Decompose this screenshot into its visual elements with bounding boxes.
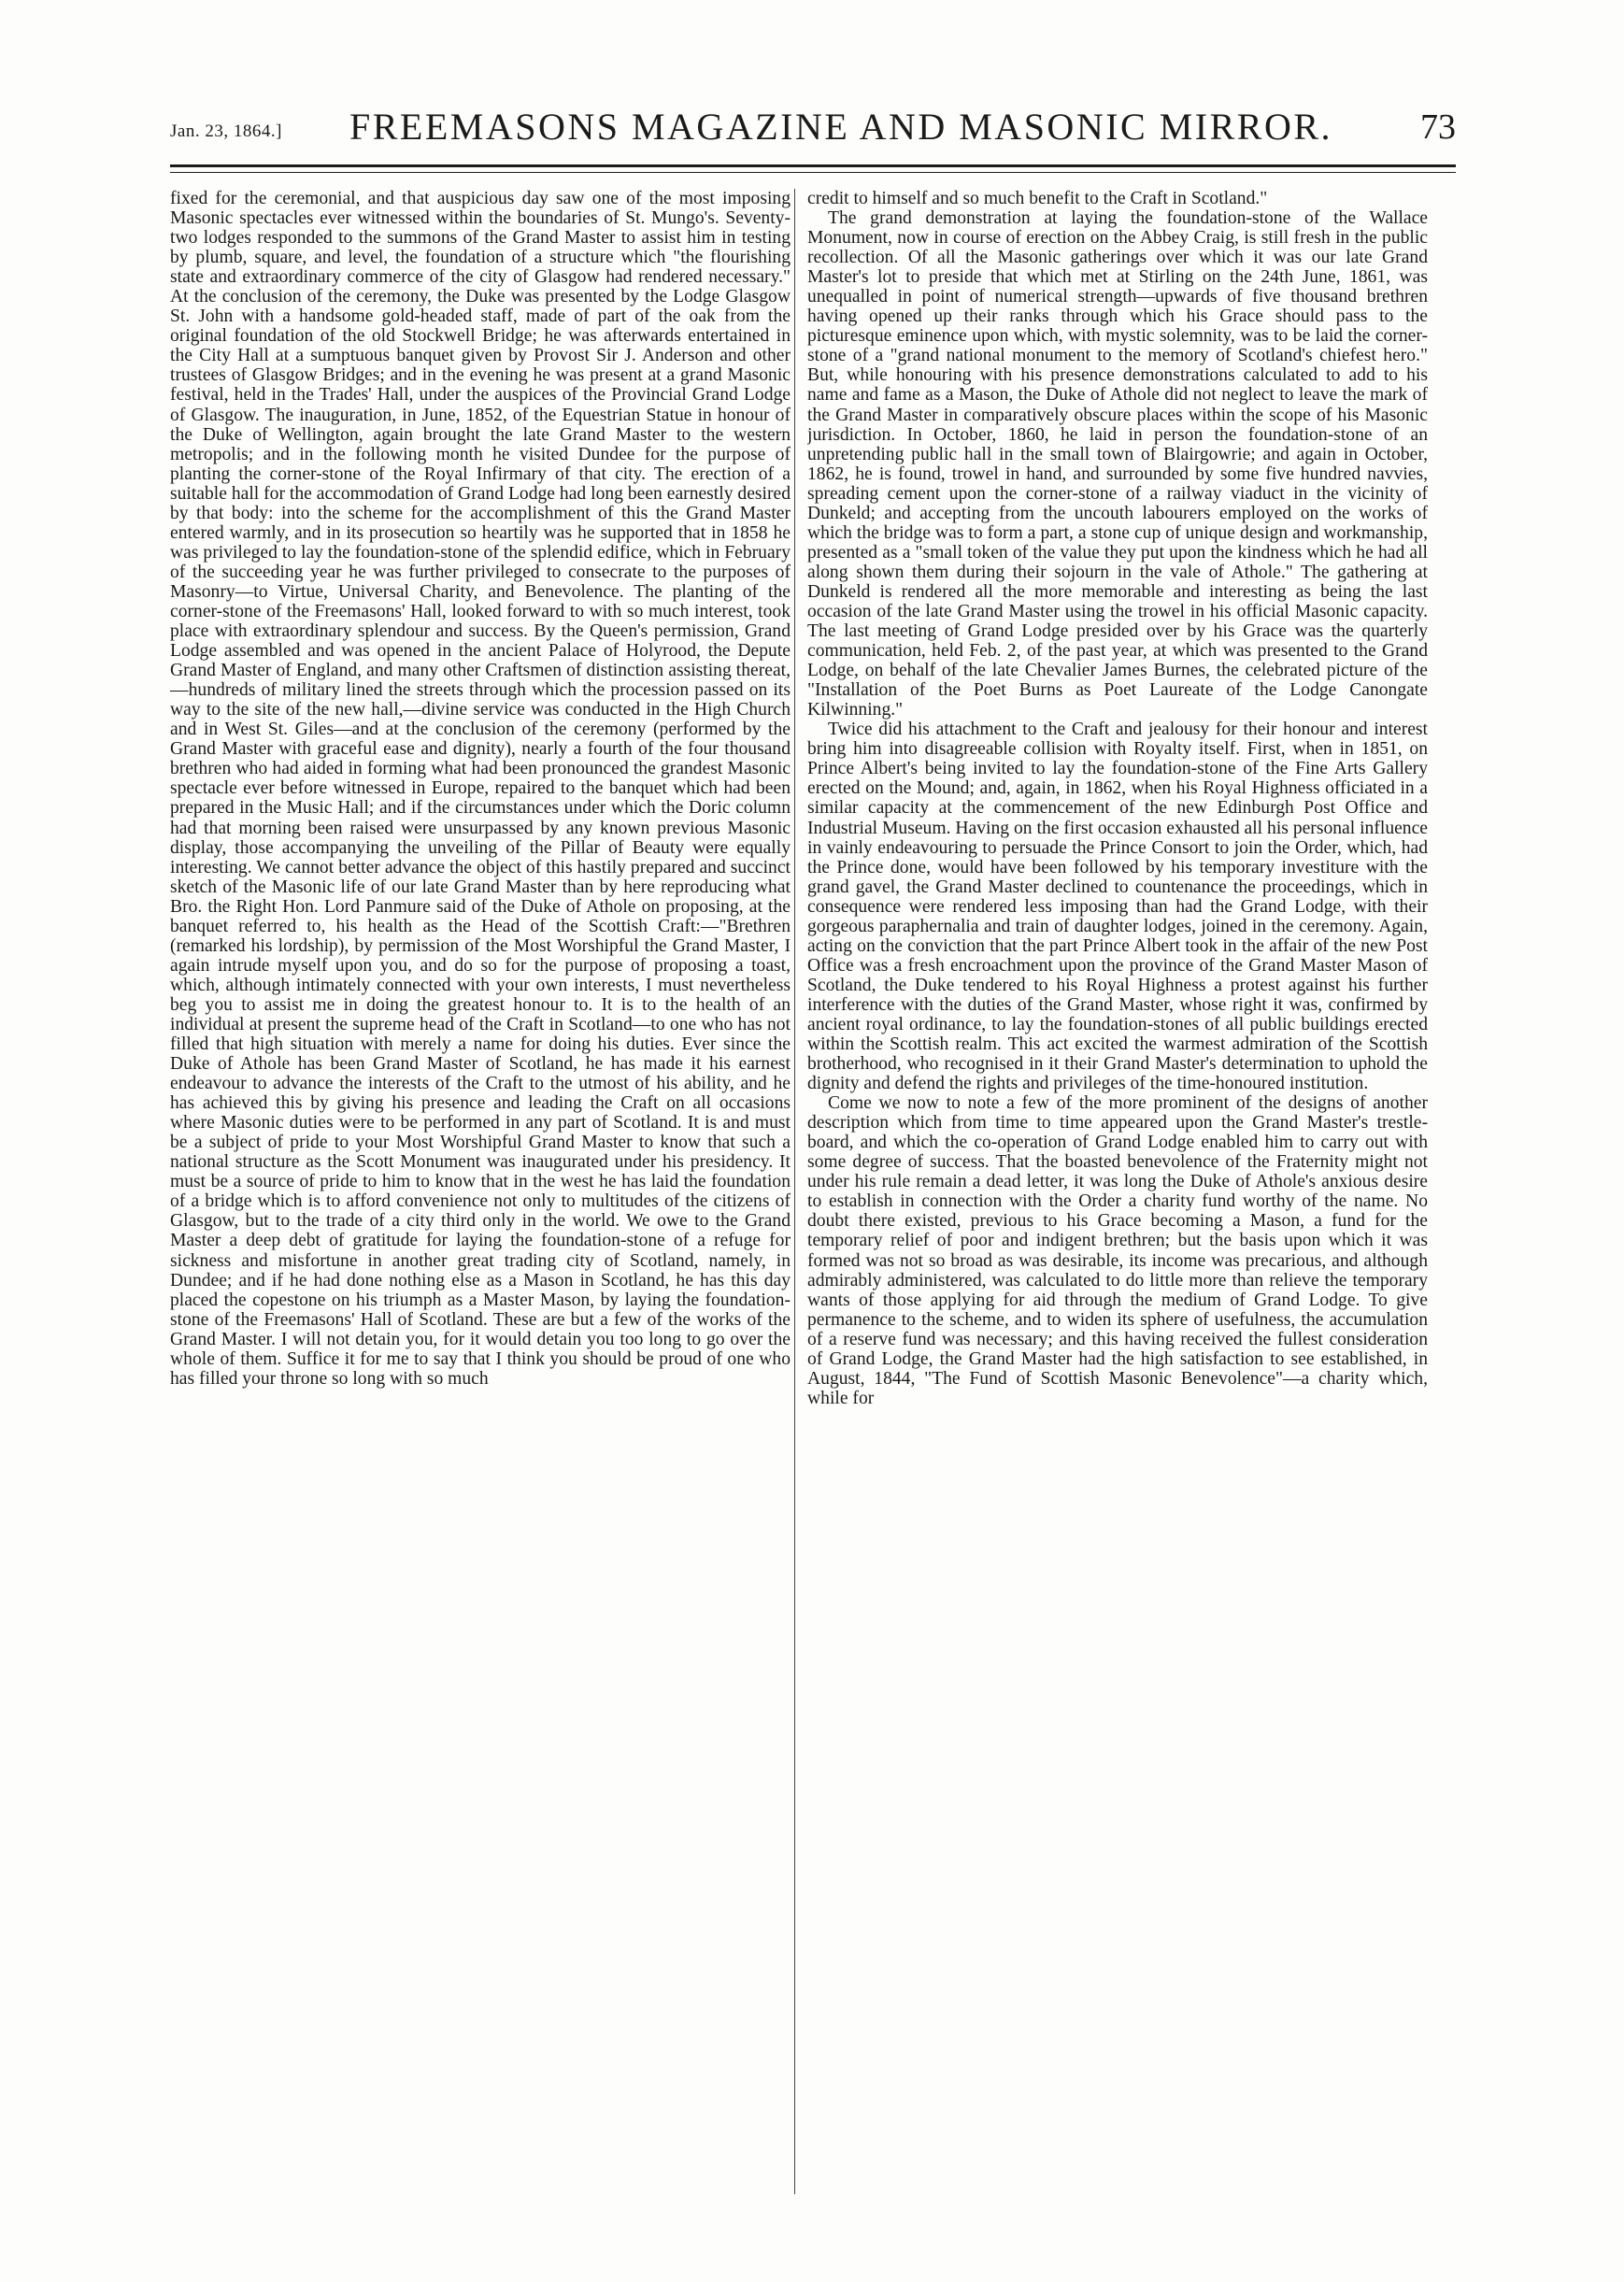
column-divider [794,189,795,2194]
left-paragraph-1: fixed for the ceremonial, and that auspicious day saw one of the most imposing Masonic spectacles ever witnessed within the boundaries of St. Mungo's. Seventy-two lodges responded to the summons of the Grand Master to assist him in testing by plumb, square, and level, the foundation of a structure which "the flourishing state and extraordinary commerce of the city of Glasgow had rendered necessary." At the conclusion of the ceremony, the Duke was presented by the Lodge Glasgow St. John with a handsome gold-headed staff, made of part of the oak from the original foundation of the old Stockwell Bridge; he was afterwards entertained in the City Hall at a sumptuous banquet given by Provost Sir J. Anderson and other trustees of Glasgow Bridges; and in the evening he was present at a grand Masonic festival, held in the Trades' Hall, under the auspices of the Provincial Grand Lodge of Glasgow. The inauguration, in June, 1852, of the Equestrian Statue in honour of the Duke of Wellington, again brought the late Grand Master to the western metropolis; and in the following month he visited Dundee for the purpose of planting the corner-stone of the Royal Infirmary of that city. The erection of a suitable hall for the accommodation of Grand Lodge had long been earnestly desired by that body: into the scheme for the accomplishment of this the Grand Master entered warmly, and in its prosecution so heartily was he supported that in 1858 he was privileged to lay the foundation-stone of the splendid edifice, which in February of the succeeding year he was further privileged to consecrate to the purposes of Masonry—to Virtue, Universal Charity, and Benevolence. The planting of the corner-stone of the Freemasons' Hall, looked forward to with so much interest, took place with extraordinary splendour and success. By the Queen's permission, Grand Lodge assembled and was opened in the ancient Palace of Holyrood, the Depute Grand Master of England, and many other Craftsmen of distinction assisting thereat,—hundreds of military lined the streets through which the procession passed on its way to the site of the new hall,—divine service was conducted in the High Church and in West St. Giles—and at the conclusion of the ceremony (performed by the Grand Master with graceful ease and dignity), nearly a fourth of the four thousand brethren who had aided in forming what had been pronounced the grandest Masonic spectacle ever before witnessed in Europe, repaired to the banquet which had been prepared in the Music Hall; and if the circumstances under which the Doric column had that morning been raised were unsurpassed by any known previous Masonic display, those accompanying the unveiling of the Pillar of Beauty were equally interesting. We cannot better advance the object of this hastily prepared and succinct sketch of the Masonic life of our late Grand Master than by here reproducing what Bro. the Right Hon. Lord Panmure said of the Duke of Athole on proposing, at the banquet referred to, his health as the Head of the Scottish Craft:—"Brethren (remarked his lordship), by permission of the Most Worshipful the Grand Master, I again intrude myself upon you, and do so for the purpose of proposing a toast, which, although intimately connected with your own interests, I must nevertheless beg you to assist me in doing the greatest honour to. It is to the health of an individual at present the supreme head of the Craft in Scotland—to one who has not filled that high situation with merely a name for doing his duties. Ever since the Duke of Athole has been Grand Master of Scotland, he has made it his earnest endeavour to advance the interests of the Craft to the utmost of his ability, and he has achieved this by giving his presence and leading the Craft on all occasions where Masonic duties were to be performed in any part of Scotland. It is and must be a subject of pride to your Most Worshipful Grand Master to know that such a national structure as the Scott Monument was inaugurated under his presidency. It must be a source of pride to him to know that in the west he has laid the foundation of a bridge which is to afford convenience not only to multitudes of the citizens of Glasgow, but to the trade of a city third only in the world. We owe to the Grand Master a deep debt of gratitude for laying the foundation-stone of a refuge for sickness and misfortune in another great trading city of Scotland, namely, in Dundee; and if he had done nothing else as a Mason in Scotland, he has this day placed the copestone on his triumph as a Master Mason, by laying the foundation-stone of the Freemasons' Hall of Scotland. These are but a few of the works of the Grand Master. I will not detain you, for it would detain you too long to go over the whole of them. Suffice it for me to say that I think you should be proud of one who has filled your throne so long with so much [170,189,791,1389]
page-header [170,101,1456,157]
right-paragraph-3: Twice did his attachment to the Craft and jealousy for their honour and interest bring him into disagreeable collision with Royalty itself. First, when in 1851, on Prince Albert's being invited to lay the foundation-stone of the Fine Arts Gallery erected on the Mound; and, again, in 1862, when his Royal Highness officiated in a similar capacity at the commencement of the new Edinburgh Post Office and Industrial Museum. Having on the first occasion exhausted all his personal influence in vainly endeavouring to persuade the Prince Consort to join the Order, which, had the Prince done, would have been followed by his temporary investiture with the grand gavel, the Grand Master declined to countenance the proceedings, which in consequence were rendered less imposing than had the Grand Lodge, with their gorgeous paraphernalia and train of daughter lodges, joined in the ceremony. Again, acting on the conviction that the part Prince Albert took in the affair of the new Post Office was a fresh encroachment upon the province of the Grand Master Mason of Scotland, the Duke tendered to his Royal Highness a protest against his further interference with the duties of the Grand Master, whose right it was, confirmed by ancient royal ordinance, to lay the foundation-stones of all public buildings erected within the Scottish realm. This act excited the warmest admiration of the Scottish brotherhood, who recognised in it their Grand Master's determination to uphold the dignity and defend the rights and privileges of the time-honoured institution. [807,720,1428,1094]
right-paragraph-1: credit to himself and so much benefit to the Craft in Scotland." [807,189,1268,208]
page-number: 73 [1420,107,1456,147]
issue-date: Jan. 23, 1864.] [170,121,282,141]
left-column [170,189,791,2245]
right-paragraph-2: The grand demonstration at laying the foundation-stone of the Wallace Monument, now in course of erection on the Abbey Craig, is still fresh in the public recollection. Of all the Masonic gatherings over which it was our late Grand Master's lot to preside that which met at Stirling on the 24th June, 1861, was unequalled in point of numerical strength—upwards of five thousand brethren having opened up their ranks through which his Grace should pass to the picturesque eminence upon which, with mystic solemnity, was to be laid the corner-stone of a "grand national monument to the memory of Scotland's chiefest hero." But, while honouring with his presence demonstrations calculated to add to his name and fame as a Mason, the Duke of Athole did not neglect to leave the mark of the Grand Master in comparatively obscure places within the scope of his Masonic jurisdiction. In October, 1860, he laid in person the foundation-stone of an unpretending public hall in the small town of Blairgowrie; and again in October, 1862, he is found, trowel in hand, and surrounded by some five hundred navvies, spreading cement upon the corner-stone of a railway viaduct in the vicinity of Dunkeld; and accepting from the uncouth labourers employed on the works of which the bridge was to form a part, a stone cup of unique design and workmanship, presented as a "small token of the value they put upon the kindness which he had all along shown them during their sojourn in the vale of Athole." The gathering at Dunkeld is rendered all the more memorable and interesting as being the last occasion of the late Grand Master using the trowel in his official Masonic capacity. The last meeting of Grand Lodge presided over by his Grace was the quarterly communication, held Feb. 2, of the past year, at which was presented to the Grand Lodge, on behalf of the late Chevalier James Burnes, the celebrated picture of the "Installation of the Poet Burns as Poet Laureate of the Lodge Canongate Kilwinning." [807,208,1428,720]
header-rule-thick [170,164,1456,167]
masthead-title: FREEMASONS MAGAZINE AND MASONIC MIRROR. [349,106,1333,148]
header-rule-thin [170,172,1456,173]
right-paragraph-4: Come we now to note a few of the more prominent of the designs of another description which from time to time appeared upon the Grand Master's trestle-board, and which the co-operation of Grand Lodge enabled him to carry out with some degree of success. That the boasted benevolence of the Fraternity might not under his rule remain a dead letter, it was long the Duke of Athole's anxious desire to establish in connection with the Order a charity fund worthy of the name. No doubt there existed, previous to his Grace becoming a Mason, a fund for the temporary relief of poor and indigent brethren; but the basis upon which it was formed was not so broad as was desirable, its income was precarious, and although admirably administered, was calculated to do little more than relieve the temporary wants of those applying for aid through the medium of Grand Lodge. To give permanence to the scheme, and to widen its sphere of usefulness, the accumulation of a reserve fund was necessary; and this having received the fullest consideration of Grand Lodge, the Grand Master had the high satisfaction to see established, in August, 1844, "The Fund of Scottish Masonic Benevolence"—a charity which, while for [807,1093,1428,1408]
right-column [807,189,1428,2245]
